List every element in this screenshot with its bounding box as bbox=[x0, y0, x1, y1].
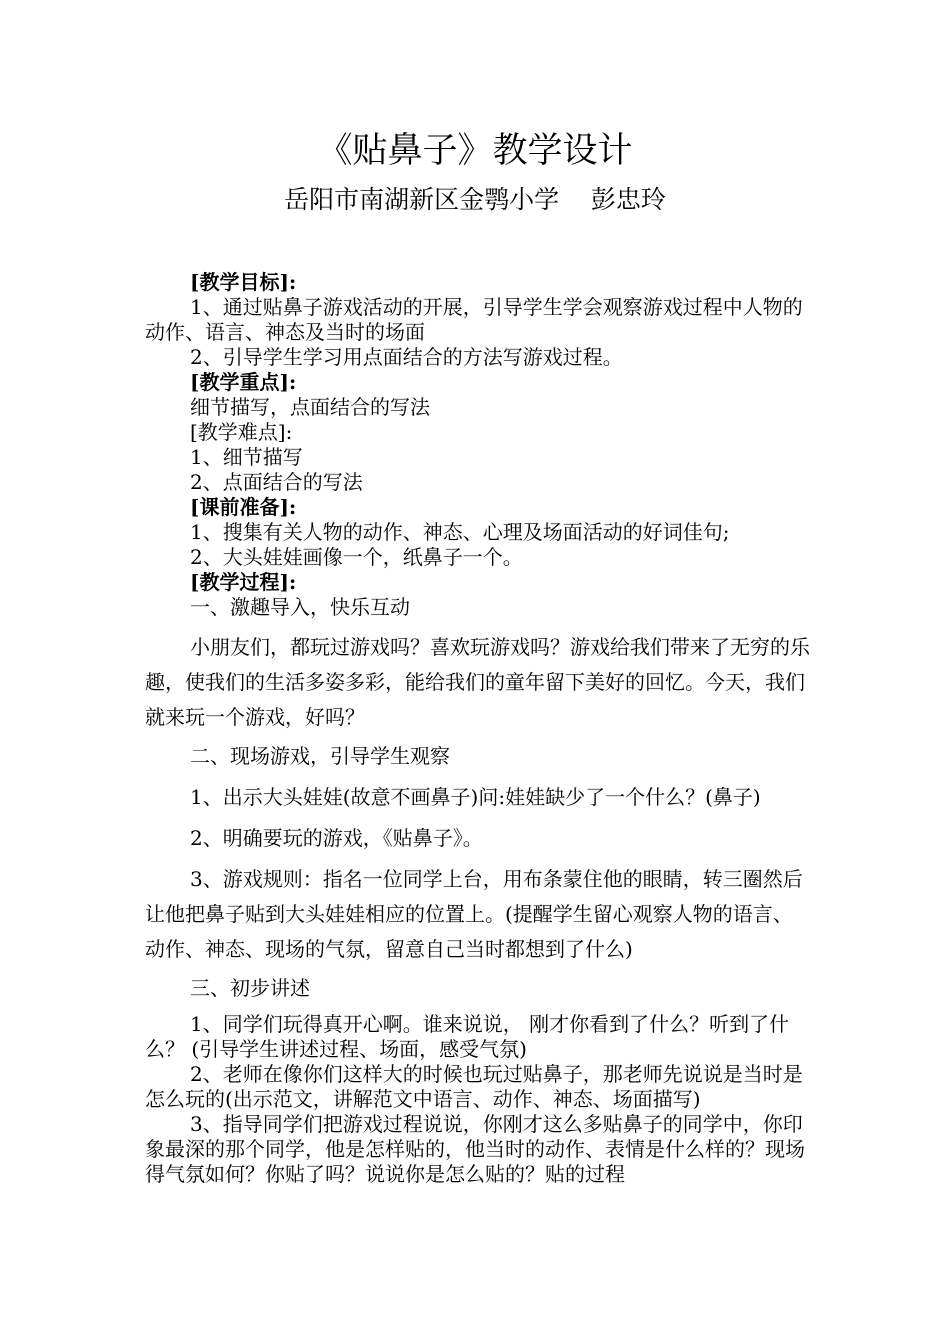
difficulty-item: 1、细节描写 bbox=[190, 445, 303, 469]
goal-item: 1、通过贴鼻子游戏活动的开展，引导学生学会观察游戏过程中人物的动作、语言、神态及当时的场面 bbox=[145, 295, 803, 344]
step-paragraph: 1、出示大头娃娃(故意不画鼻子)问:娃娃缺少了一个什么？(鼻子) bbox=[190, 785, 761, 809]
step-title: 二、现场游戏，引导学生观察 bbox=[190, 744, 450, 768]
step-paragraph: 3、指导同学们把游戏过程说说，你刚才这么多贴鼻子的同学中，你印象最深的那个同学，他是怎样贴的，他当时的动作、表情是什么样的？现场得气氛如何？你贴了吗？说说你是怎么贴的？贴的过程 bbox=[145, 1112, 805, 1186]
key-item: 细节描写，点面结合的写法 bbox=[190, 395, 430, 419]
section-heading-key: [教学重点]: bbox=[190, 370, 297, 394]
step-paragraph: 小朋友们，都玩过游戏吗？喜欢玩游戏吗？游戏给我们带来了无穷的乐趣，使我们的生活多姿多彩，能给我们的童年留下美好的回忆。今天，我们就来玩一个游戏，好吗？ bbox=[145, 635, 810, 729]
step-paragraph: 3、游戏规则：指名一位同学上台，用布条蒙住他的眼睛，转三圈然后让他把鼻子贴到大头娃娃相应的位置上。(提醒学生留心观察人物的语言、动作、神态、现场的气氛，留意自己当时都想到了什么) bbox=[145, 867, 803, 961]
document-title: 《贴鼻子》教学设计 bbox=[317, 131, 633, 171]
goal-item: 2、引导学生学习用点面结合的方法写游戏过程。 bbox=[190, 345, 623, 369]
step-title: 三、初步讲述 bbox=[190, 976, 310, 1000]
document-body bbox=[145, 270, 810, 1187]
step-paragraph: 2、老师在像你们这样大的时候也玩过贴鼻子，那老师先说说是当时是怎么玩的(出示范文，讲解范文中语言、动作、神态、场面描写) bbox=[145, 1062, 803, 1111]
step-paragraph: 2、明确要玩的游戏，《贴鼻子》。 bbox=[190, 826, 483, 850]
step-paragraph: 1、同学们玩得真开心啊。谁来说说， 刚才你看到了什么？听到了什么？ (引导学生讲述过程、场面，感受气氛) bbox=[145, 1012, 790, 1061]
difficulty-item: 2、点面结合的写法 bbox=[190, 470, 363, 494]
section-heading-process: [教学过程]: bbox=[190, 570, 297, 594]
prep-item: 1、搜集有关人物的动作、神态、心理及场面活动的好词佳句; bbox=[190, 520, 730, 544]
prep-item: 2、大头娃娃画像一个，纸鼻子一个。 bbox=[190, 545, 523, 569]
section-heading-goals: [教学目标]: bbox=[190, 270, 297, 294]
step-title: 一、激趣导入，快乐互动 bbox=[190, 595, 410, 619]
section-heading-difficulty: [教学难点]: bbox=[190, 420, 293, 444]
section-heading-prep: [课前准备]: bbox=[190, 495, 297, 519]
document-author: 岳阳市南湖新区金鹗小学 彭忠玲 bbox=[284, 185, 666, 214]
